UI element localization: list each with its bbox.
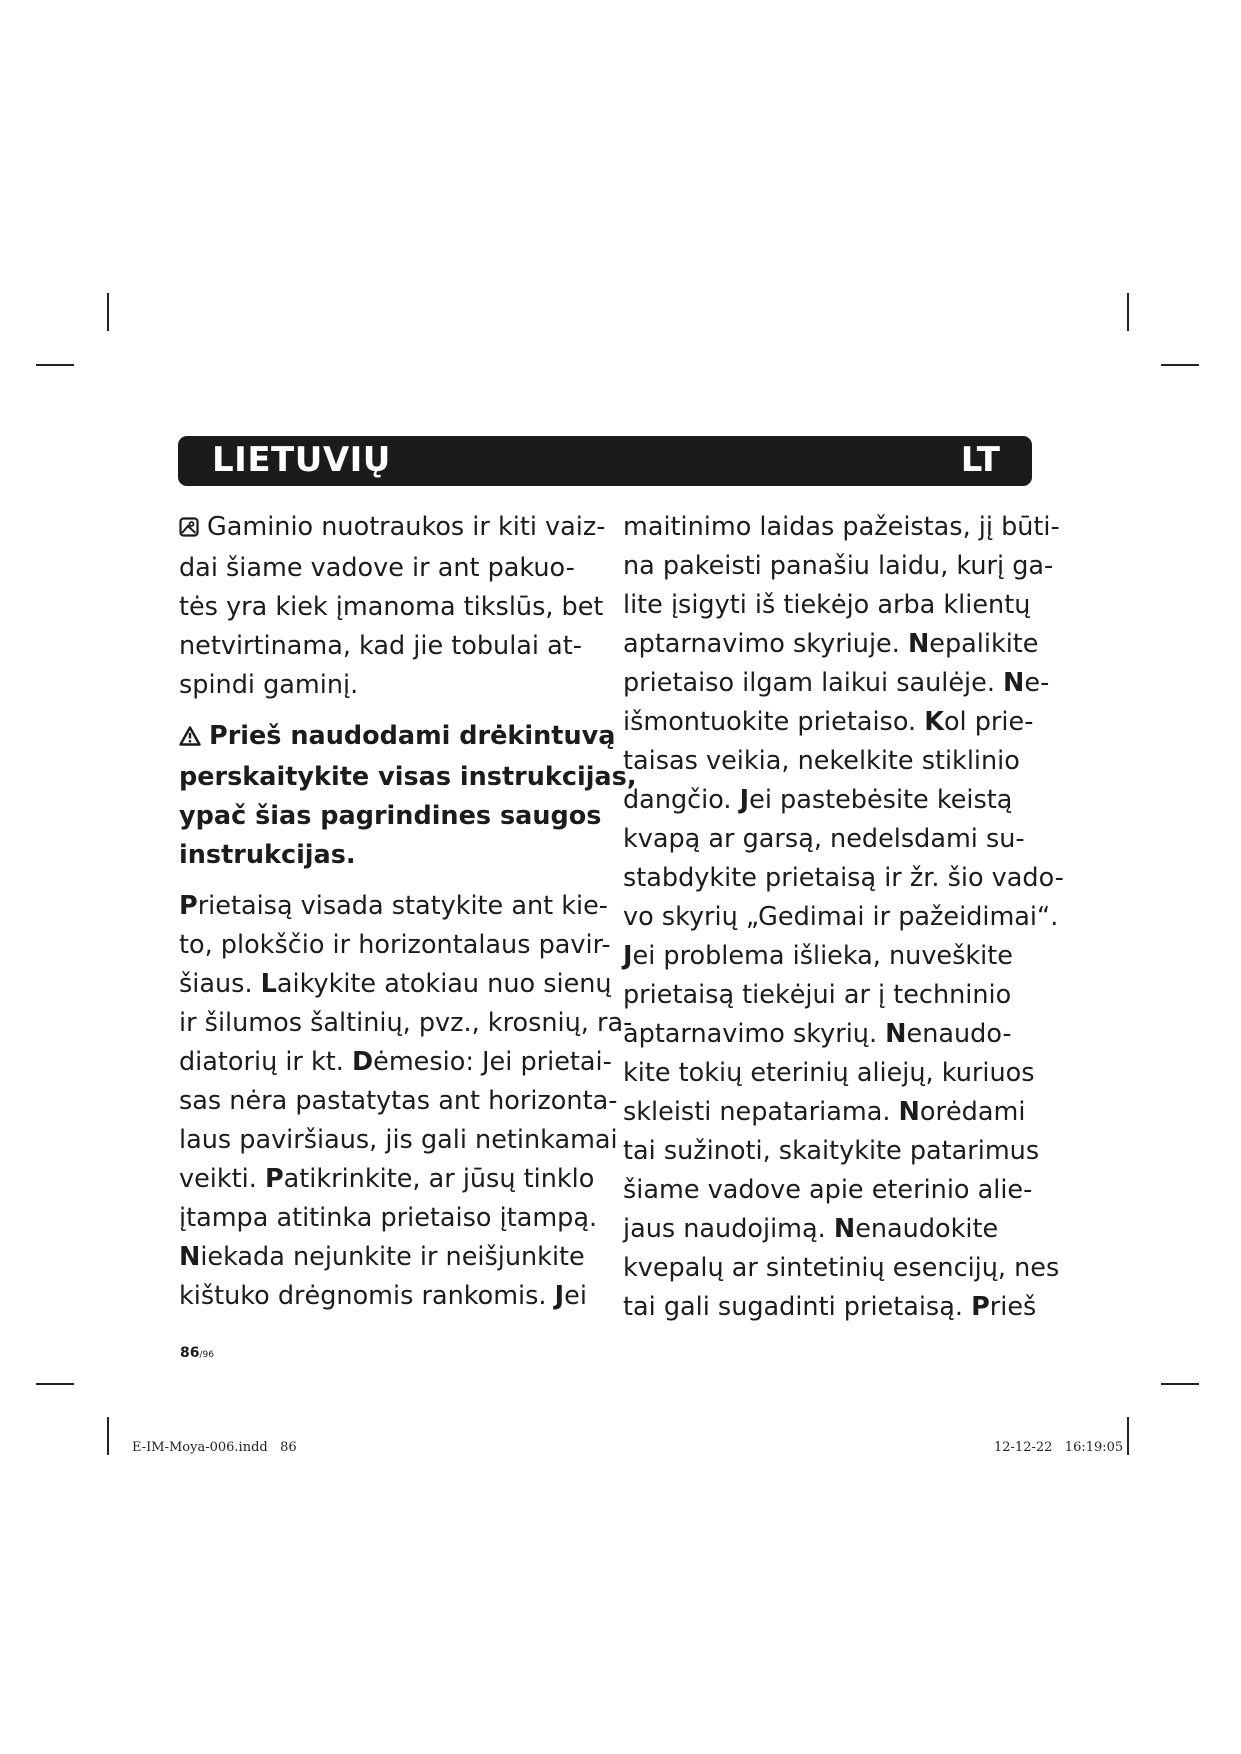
sentence-initial: J	[739, 785, 750, 815]
body-line: aptarnavimo skyrių. Nenaudo-	[623, 1019, 1012, 1049]
sentence-initial: L	[260, 969, 277, 999]
sentence-initial: N	[1003, 668, 1025, 698]
photo-note-line: spindi gaminį.	[179, 670, 359, 700]
warning-line: ypač šias pagrindines saugos	[179, 801, 602, 831]
body-line: kvapą ar garsą, nedelsdami su-	[623, 824, 1025, 854]
body-line: Niekada nejunkite ir neišjunkite	[179, 1242, 585, 1272]
body-line: ir šilumos šaltinių, pvz., krosnių, ra-	[179, 1008, 633, 1038]
body-line: stabdykite prietaisą ir žr. šio vado-	[623, 863, 1064, 893]
body-line: kištuko drėgnomis rankomis. Jei	[179, 1281, 587, 1311]
body-line: veikti. Patikrinkite, ar jūsų tinklo	[179, 1164, 595, 1194]
body-line: aptarnavimo skyriuje. Nepalikite	[623, 629, 1039, 659]
sentence-initial: N	[907, 629, 930, 659]
sentence-initial: J	[554, 1281, 565, 1311]
body-line: tai sužinoti, skaitykite patarimus	[623, 1136, 1040, 1166]
sentence-initial: P	[971, 1292, 990, 1322]
body-line: Prietaisą visada statykite ant kie-	[179, 891, 608, 921]
body-line: Jei problema išlieka, nuveškite	[623, 941, 1013, 971]
right-column	[623, 508, 1064, 1327]
warning-icon	[179, 719, 201, 758]
body-line: sas nėra pastatytas ant horizonta-	[179, 1086, 618, 1116]
sentence-initial: K	[924, 707, 944, 737]
crop-mark	[36, 364, 74, 366]
photo-note-line: dai šiame vadove ir ant pakuo-	[179, 553, 575, 583]
language-title: LIETUVIŲ	[212, 440, 391, 480]
crop-mark	[1161, 1383, 1199, 1385]
body-line: kite tokių eterinių aliejų, kuriuos	[623, 1058, 1035, 1088]
crop-mark	[107, 1417, 109, 1455]
body-line: diatorių ir kt. Dėmesio: Jei prietai-	[179, 1047, 612, 1077]
safety-warning	[179, 717, 637, 875]
body-line: prietaiso ilgam laikui saulėje. Ne-	[623, 668, 1050, 698]
page-number-current: 86	[180, 1345, 200, 1361]
sentence-initial: P	[264, 1164, 284, 1194]
body-line: maitinimo laidas pažeistas, jį būti-	[623, 512, 1060, 542]
footer-file-name: E-IM-Moya-006.indd 86	[132, 1440, 297, 1455]
crop-mark	[1127, 1417, 1129, 1455]
warning-line: instrukcijas.	[179, 840, 356, 870]
body-line: prietaisą tiekėjui ar į techninio	[623, 980, 1012, 1010]
body-line: jaus naudojimą. Nenaudokite	[623, 1214, 999, 1244]
body-line: na pakeisti panašiu laidu, kurį ga-	[623, 551, 1054, 581]
body-line: to, plokščio ir horizontalaus pavir-	[179, 930, 611, 960]
body-line: tai gali sugadinti prietaisą. Prieš	[623, 1292, 1037, 1322]
body-line: kvepalų ar sintetinių esencijų, nes	[623, 1253, 1060, 1283]
left-column	[179, 508, 637, 1316]
crop-mark	[107, 293, 109, 331]
photo-note-line: Gaminio nuotraukos ir kiti vaiz-	[179, 508, 597, 549]
image-icon	[179, 510, 199, 549]
body-line: šiaus. Laikykite atokiau nuo sienų	[179, 969, 612, 999]
body-line: išmontuokite prietaiso. Kol prie-	[623, 707, 1034, 737]
crop-mark	[1161, 364, 1199, 366]
language-header-bar	[178, 436, 1032, 486]
language-code: LT	[960, 440, 1000, 480]
body-line: lite įsigyti iš tiekėjo arba klientų	[623, 590, 1031, 620]
body-line: taisas veikia, nekelkite stiklinio	[623, 746, 1020, 776]
body-line: vo skyrių „Gedimai ir pažeidimai“.	[623, 902, 1059, 932]
footer-timestamp: 12-12-22 16:19:05	[994, 1440, 1124, 1455]
page-number	[180, 1345, 214, 1361]
sentence-initial: N	[833, 1214, 856, 1244]
photo-note-line: netvirtinama, kad jie tobulai at-	[179, 631, 582, 661]
body-line: dangčio. Jei pastebėsite keistą	[623, 785, 1013, 815]
warning-line: Prieš naudodami drėkintuvą	[179, 717, 597, 758]
body-line: skleisti nepatariama. Norėdami	[623, 1097, 1026, 1127]
sentence-initial: N	[885, 1019, 907, 1049]
sentence-initial: N	[898, 1097, 920, 1127]
crop-mark	[36, 1383, 74, 1385]
sentence-initial: D	[351, 1047, 374, 1077]
sentence-initial: N	[179, 1242, 201, 1272]
photo-note	[179, 508, 606, 705]
sentence-initial: J	[623, 941, 633, 971]
right-body-text	[623, 508, 1064, 1327]
crop-mark	[1127, 293, 1129, 331]
body-line: įtampa atitinka prietaiso įtampą.	[179, 1203, 598, 1233]
sentence-initial: P	[179, 891, 198, 921]
left-body-text	[179, 887, 633, 1316]
photo-note-line: tės yra kiek įmanoma tikslūs, bet	[179, 592, 604, 622]
page-number-total: /96	[199, 1350, 214, 1360]
warning-line: perskaitykite visas instrukcijas,	[179, 762, 637, 792]
body-line: laus paviršiaus, jis gali netinkamai	[179, 1125, 618, 1155]
body-line: šiame vadove apie eterinio alie-	[623, 1175, 1033, 1205]
